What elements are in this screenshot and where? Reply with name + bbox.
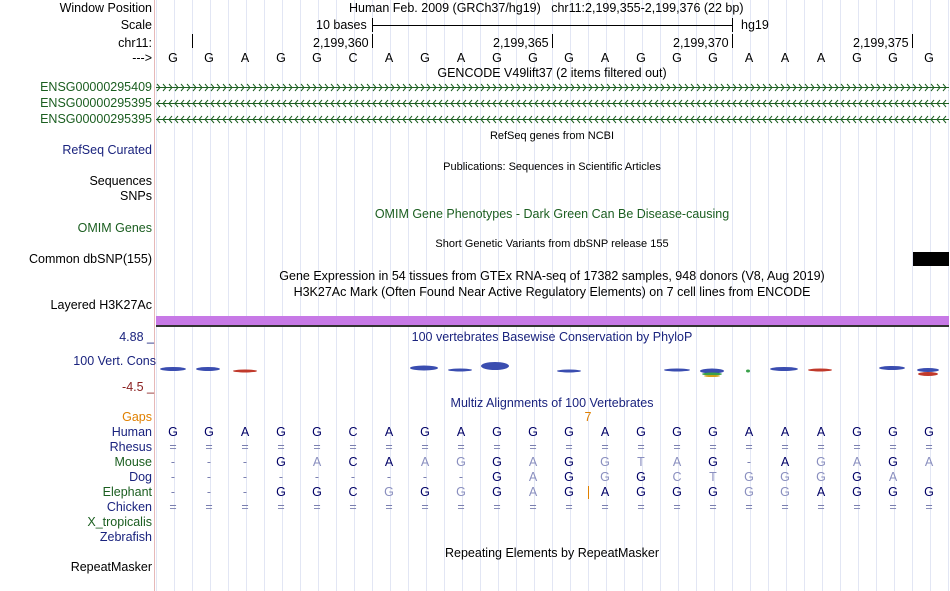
- alignment-base: G: [924, 425, 934, 439]
- alignment-base: -: [278, 470, 284, 484]
- alignment-base: =: [169, 500, 177, 514]
- refseq-track-title[interactable]: RefSeq genes from NCBI: [489, 130, 615, 142]
- alignment-base: A: [852, 455, 862, 469]
- alignment-base: =: [241, 500, 249, 514]
- alignment-base: G: [384, 485, 394, 499]
- alignment-base: G: [492, 485, 502, 499]
- alignment-base: -: [206, 470, 212, 484]
- omim-track-title[interactable]: OMIM Gene Phenotypes - Dark Green Can Be Disease-causing: [374, 207, 730, 221]
- scale-bar-right-tick: [732, 18, 733, 32]
- alignment-base: =: [673, 500, 681, 514]
- label-column-divider: [154, 0, 155, 591]
- alignment-base: G: [780, 470, 790, 484]
- sequence-base: G: [204, 51, 214, 65]
- alignment-base: G: [492, 470, 502, 484]
- alignment-base: G: [276, 455, 286, 469]
- coord-label: 2,199,360: [313, 36, 369, 50]
- alignment-base: T: [637, 455, 645, 469]
- alignment-base: G: [492, 455, 502, 469]
- alignment-base: =: [565, 500, 573, 514]
- sequence-base: G: [528, 51, 538, 65]
- alignment-base: =: [853, 500, 861, 514]
- alignment-base: A: [888, 470, 898, 484]
- alignment-base: G: [636, 470, 646, 484]
- sequence-base: A: [780, 51, 790, 65]
- alignment-base: G: [564, 425, 574, 439]
- species-label[interactable]: Human: [111, 425, 152, 439]
- alignment-base: G: [888, 425, 898, 439]
- species-label[interactable]: Mouse: [114, 455, 152, 469]
- alignment-base: =: [385, 440, 393, 454]
- alignment-base: A: [780, 425, 790, 439]
- alignment-base: =: [565, 440, 573, 454]
- gtex-track-title[interactable]: Gene Expression in 54 tissues from GTEx RNA-seq of 17382 samples, 948 donors (V8, Aug 2019): [279, 269, 825, 283]
- species-label[interactable]: Dog: [129, 470, 152, 484]
- h3k27ac-signal[interactable]: [156, 316, 949, 325]
- alignment-base: =: [421, 440, 429, 454]
- alignment-base: A: [528, 485, 538, 499]
- alignment-base: =: [385, 500, 393, 514]
- alignment-base: G: [636, 485, 646, 499]
- alignment-base: A: [924, 455, 934, 469]
- alignment-base: G: [924, 485, 934, 499]
- chrom-label: chr11:: [118, 36, 152, 50]
- sequence-base: A: [816, 51, 826, 65]
- alignment-base: -: [242, 455, 248, 469]
- alignment-base: G: [852, 485, 862, 499]
- alignment-base: A: [528, 470, 538, 484]
- sequence-base: G: [564, 51, 574, 65]
- alignment-base: G: [420, 425, 430, 439]
- alignment-base: =: [529, 500, 537, 514]
- alignment-base: =: [889, 500, 897, 514]
- phylop-track-label[interactable]: 100 Vert. Cons: [73, 354, 156, 368]
- repeatmasker-track-label[interactable]: RepeatMasker: [70, 560, 152, 574]
- alignment-base: G: [456, 485, 466, 499]
- alignment-base: A: [744, 425, 754, 439]
- alignment-base: G: [420, 485, 430, 499]
- alignment-base: A: [312, 455, 322, 469]
- alignment-base: G: [564, 455, 574, 469]
- alignment-base: G: [672, 485, 682, 499]
- dbsnp-track-title[interactable]: Short Genetic Variants from dbSNP release 155: [435, 238, 669, 250]
- alignment-base: -: [314, 470, 320, 484]
- sequence-base: G: [672, 51, 682, 65]
- gencode-item-label[interactable]: ENSG00000295409: [40, 80, 152, 94]
- scale-text: 10 bases: [316, 18, 367, 32]
- alignment-base: G: [636, 425, 646, 439]
- phylop-axis-min: -4.5 _: [122, 380, 154, 394]
- species-label[interactable]: X_tropicalis: [87, 515, 152, 529]
- alignment-base: G: [744, 470, 754, 484]
- sequence-base: C: [348, 51, 358, 65]
- gencode-item-label[interactable]: ENSG00000295395: [40, 112, 152, 126]
- alignment-base: C: [348, 425, 358, 439]
- alignment-base: G: [816, 455, 826, 469]
- alignment-base: G: [312, 485, 322, 499]
- phylop-logo[interactable]: [156, 358, 949, 380]
- alignment-base: A: [384, 425, 394, 439]
- gap-count: 7: [584, 410, 592, 424]
- alignment-base: =: [277, 440, 285, 454]
- alignment-base: G: [672, 425, 682, 439]
- sequence-base: G: [420, 51, 430, 65]
- alignment-base: A: [816, 425, 826, 439]
- alignment-base: -: [746, 455, 752, 469]
- alignment-base: G: [780, 485, 790, 499]
- alignment-base: G: [852, 470, 862, 484]
- alignment-base: T: [709, 470, 717, 484]
- alignment-base: A: [384, 455, 394, 469]
- alignment-base: =: [277, 500, 285, 514]
- alignment-base: A: [600, 485, 610, 499]
- alignment-base: =: [925, 500, 933, 514]
- alignment-base: G: [276, 425, 286, 439]
- gencode-item-label[interactable]: ENSG00000295395: [40, 96, 152, 110]
- alignment-base: =: [817, 500, 825, 514]
- insertion-marker[interactable]: [588, 486, 589, 499]
- alignment-base: G: [204, 425, 214, 439]
- alignment-base: =: [709, 500, 717, 514]
- position-readout: [349, 1, 743, 16]
- sequence-base: G: [708, 51, 718, 65]
- phylop-axis-max: 4.88 _: [119, 330, 154, 344]
- alignment-base: G: [708, 485, 718, 499]
- alignment-base: =: [925, 440, 933, 454]
- alignment-base: A: [672, 455, 682, 469]
- h3k27ac-track-title[interactable]: H3K27Ac Mark (Often Found Near Active Regulatory Elements) on 7 cell lines from ENCODE: [293, 285, 811, 299]
- alignment-base: G: [564, 470, 574, 484]
- alignment-base: G: [708, 455, 718, 469]
- ruler-tick: [372, 34, 373, 48]
- omim-track-label[interactable]: OMIM Genes: [77, 221, 152, 235]
- alignment-base: -: [206, 485, 212, 499]
- alignment-base: G: [276, 485, 286, 499]
- alignment-base: G: [816, 470, 826, 484]
- dbsnp-track-label[interactable]: Common dbSNP(155): [29, 252, 152, 266]
- repeatmasker-track-title[interactable]: Repeating Elements by RepeatMasker: [444, 546, 660, 560]
- alignment-base: -: [242, 470, 248, 484]
- alignment-base: =: [745, 500, 753, 514]
- alignment-base: A: [600, 425, 610, 439]
- pubs-sequences-label[interactable]: Sequences: [89, 174, 152, 188]
- alignment-base: -: [386, 470, 392, 484]
- scale-label: Scale: [120, 18, 152, 32]
- ruler-tick: [732, 34, 733, 48]
- alignment-base: G: [744, 485, 754, 499]
- position-range: chr11:2,199,355-2,199,376 (22 bp): [551, 1, 744, 15]
- alignment-base: G: [708, 425, 718, 439]
- species-label[interactable]: Chicken: [106, 500, 152, 514]
- sequence-base: A: [384, 51, 394, 65]
- alignment-base: =: [817, 440, 825, 454]
- alignment-base: C: [348, 455, 358, 469]
- alignment-base: A: [816, 485, 826, 499]
- sequence-base: G: [888, 51, 898, 65]
- alignment-base: -: [170, 455, 176, 469]
- sequence-base: G: [312, 51, 322, 65]
- alignment-base: =: [601, 500, 609, 514]
- alignment-base: -: [170, 470, 176, 484]
- strand-label: --->: [132, 51, 152, 65]
- sequence-base: G: [852, 51, 862, 65]
- scale-db: hg19: [741, 18, 769, 32]
- alignment-base: G: [456, 455, 466, 469]
- alignment-base: =: [457, 500, 465, 514]
- alignment-base: -: [458, 470, 464, 484]
- gaps-label[interactable]: Gaps: [122, 410, 152, 424]
- alignment-base: A: [456, 425, 466, 439]
- coord-label: 2,199,375: [853, 36, 909, 50]
- coord-label: 2,199,365: [493, 36, 549, 50]
- alignment-base: G: [168, 425, 178, 439]
- alignment-base: =: [673, 440, 681, 454]
- gencode-track-title[interactable]: GENCODE V49lift37 (2 items filtered out): [437, 66, 667, 80]
- alignment-base: =: [601, 440, 609, 454]
- alignment-base: =: [313, 500, 321, 514]
- alignment-base: =: [781, 500, 789, 514]
- alignment-base: =: [313, 440, 321, 454]
- coord-label: 2,199,370: [673, 36, 729, 50]
- alignment-base: G: [600, 470, 610, 484]
- species-label[interactable]: Elephant: [102, 485, 152, 499]
- ruler-tick: [552, 34, 553, 48]
- alignment-base: =: [169, 440, 177, 454]
- alignment-base: -: [350, 470, 356, 484]
- alignment-base: -: [170, 485, 176, 499]
- alignment-base: A: [420, 455, 430, 469]
- alignment-base: =: [349, 440, 357, 454]
- alignment-base: =: [205, 500, 213, 514]
- alignment-base: =: [349, 500, 357, 514]
- alignment-base: G: [888, 455, 898, 469]
- sequence-base: G: [168, 51, 178, 65]
- alignment-base: A: [240, 425, 250, 439]
- alignment-base: G: [888, 485, 898, 499]
- ruler-tick: [192, 34, 193, 48]
- window-position-label: Window Position: [59, 1, 152, 15]
- dbsnp-variant-mark[interactable]: [913, 252, 949, 266]
- alignment-base: G: [564, 485, 574, 499]
- alignment-base: =: [205, 440, 213, 454]
- alignment-base: =: [745, 440, 753, 454]
- alignment-base: =: [493, 440, 501, 454]
- alignment-base: =: [853, 440, 861, 454]
- alignment-base: =: [889, 440, 897, 454]
- sequence-base: G: [924, 51, 934, 65]
- phylop-track-title[interactable]: 100 vertebrates Basewise Conservation by PhyloP: [411, 330, 693, 344]
- sequence-base: G: [636, 51, 646, 65]
- pubs-snps-label[interactable]: SNPs: [120, 189, 152, 203]
- sequence-base: A: [456, 51, 466, 65]
- alignment-base: =: [529, 440, 537, 454]
- alignment-base: =: [637, 500, 645, 514]
- multiz-track-title[interactable]: Multiz Alignments of 100 Vertebrates: [450, 396, 654, 410]
- alignment-base: -: [206, 455, 212, 469]
- alignment-base: A: [780, 455, 790, 469]
- gencode-gene-reverse[interactable]: [156, 99, 949, 108]
- alignment-base: G: [528, 425, 538, 439]
- species-label[interactable]: Rhesus: [109, 440, 152, 454]
- assembly-name: Human Feb. 2009 (GRCh37/hg19): [349, 1, 541, 15]
- alignment-base: A: [528, 455, 538, 469]
- alignment-base: G: [492, 425, 502, 439]
- gencode-gene-forward[interactable]: [156, 83, 949, 92]
- sequence-base: A: [240, 51, 250, 65]
- species-label[interactable]: Zebrafish: [99, 530, 152, 544]
- alignment-base: =: [637, 440, 645, 454]
- alignment-base: G: [600, 455, 610, 469]
- alignment-base: -: [422, 470, 428, 484]
- sequence-base: G: [276, 51, 286, 65]
- alignment-base: C: [672, 470, 682, 484]
- h3k27ac-baseline: [156, 325, 949, 327]
- sequence-base: G: [492, 51, 502, 65]
- alignment-base: =: [421, 500, 429, 514]
- alignment-base: C: [348, 485, 358, 499]
- alignment-base: G: [312, 425, 322, 439]
- alignment-base: =: [709, 440, 717, 454]
- alignment-base: G: [852, 425, 862, 439]
- alignment-base: -: [242, 485, 248, 499]
- alignment-base: =: [493, 500, 501, 514]
- h3k27ac-track-label[interactable]: Layered H3K27Ac: [50, 298, 152, 312]
- sequence-base: A: [600, 51, 610, 65]
- refseq-track-label[interactable]: RefSeq Curated: [62, 143, 152, 157]
- pubs-track-title[interactable]: Publications: Sequences in Scientific Articles: [443, 161, 661, 173]
- alignment-base: =: [457, 440, 465, 454]
- ruler-tick: [912, 34, 913, 48]
- alignment-base: =: [781, 440, 789, 454]
- gencode-gene-reverse[interactable]: [156, 115, 949, 124]
- scale-bar: [372, 25, 732, 26]
- sequence-base: A: [744, 51, 754, 65]
- alignment-base: =: [241, 440, 249, 454]
